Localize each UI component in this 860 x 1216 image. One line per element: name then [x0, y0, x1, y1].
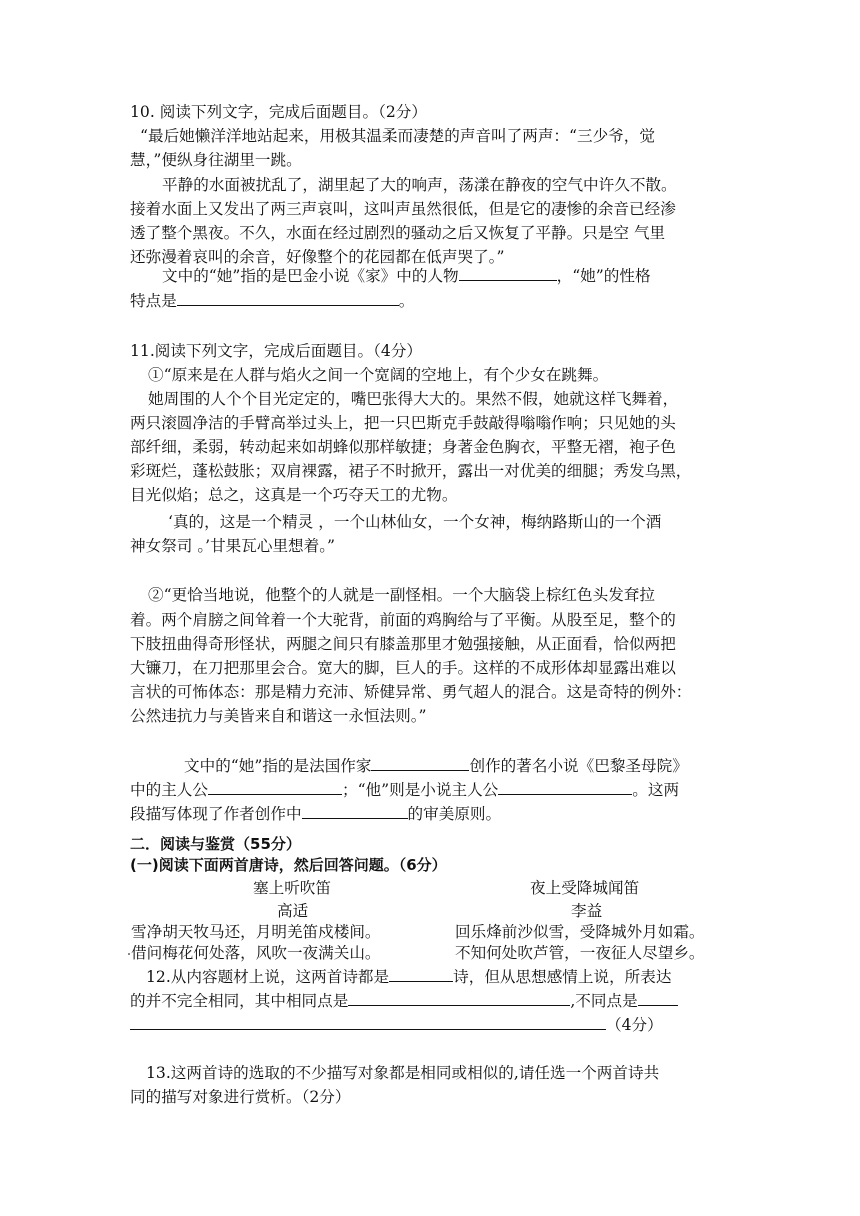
section2-title: 二．阅读与鉴赏（55分）: [130, 835, 301, 853]
q11-hero-blank[interactable]: [498, 777, 632, 795]
poem1-title: 塞上听吹笛: [253, 879, 331, 897]
q11-passage2-line1: ②“更恰当地说，他整个的人就是一副怪相。一个大脑袋上棕红色头发耷拉: [148, 586, 655, 604]
q11-question-line1: 文中的“她”指的是法国作家 创作的著名小说《巴黎圣母院》: [184, 753, 688, 778]
q10-p2-line2: 接着水面上又发出了两三声哀叫，这叫声虽然很低，但是它的凄惨的余音已经渗: [130, 200, 676, 218]
q10-question-line1: 文中的“她”指的是巴金小说《家》中的人物 ，“她”的性格: [162, 263, 651, 288]
q12-line1: 12.从内容题材上说，这两首诗都是 诗，但从思想感情上说，所表达: [146, 964, 671, 989]
q12-difference-blank-a[interactable]: [638, 988, 678, 1006]
q12-similarity-blank[interactable]: [348, 988, 570, 1006]
q11-passage2-line6: 公然违抗力与美皆来自和谐这一永恒法则。”: [130, 707, 427, 725]
q10-question-line2: 特点是 。: [130, 288, 414, 313]
q10-header: 10. 阅读下列文字，完成后面题目。（2分）: [130, 103, 427, 121]
scan-speck: [128, 953, 130, 955]
q11-passage1-line3: 两只滚圆净洁的手臂高举过头上，把一只巴斯克手鼓敲得嗡嗡作响；只见她的头: [130, 414, 676, 432]
q11-passage1-line7: ‘真的，这是一个精灵 ，一个山林仙女，一个女神，梅纳路斯山的一个酒: [168, 513, 662, 531]
q11-question-line2: 中的主人公 ；“他”则是小说主人公 。这两: [130, 777, 679, 802]
poem2-title: 夜上受降城闻笛: [530, 879, 640, 897]
q12-difference-blank-b[interactable]: [130, 1012, 606, 1030]
poem2-line1: 回乐烽前沙似雪，受降城外月如霜。: [455, 923, 705, 941]
q13-line2: 同的描写对象进行赏析。（2分）: [130, 1088, 351, 1106]
q11-header: 11.阅读下列文字，完成后面题目。（4分）: [130, 342, 423, 360]
q11-passage2-line2: 着。两个肩膀之间耸着一个大驼背，前面的鸡胸给与了平衡。从股至足，整个的: [130, 611, 676, 629]
section2-subtitle: (一)阅读下面两首唐诗，然后回答问题。（6分）: [130, 856, 447, 874]
q11-passage2-line4: 大镰刀，在刀把那里会合。宽大的脚，巨人的手。这样的不成形体却显露出难以: [130, 659, 676, 677]
q12-line3: （4分）: [130, 1012, 663, 1037]
poem2-line2: 不知何处吹芦管，一夜征人尽望乡。: [455, 944, 705, 962]
q11-passage1-line1: ①“原来是在人群与焰火之间一个宽阔的空地上，有个少女在跳舞。: [148, 366, 609, 384]
q10-p2-line1: 平静的水面被扰乱了，湖里起了大的响声，荡漾在静夜的空气中许久不散。: [162, 176, 677, 194]
poem2-author: 李益: [571, 902, 603, 920]
q12-genre-blank[interactable]: [389, 964, 453, 982]
q10-p2-line4: 还弥漫着哀叫的余音，好像整个的花园都在低声哭了。”: [130, 248, 505, 266]
q11-principle-blank[interactable]: [302, 801, 408, 819]
q11-passage1-line5: 彩斑烂，蓬松鼓胀；双肩裸露，裙子不时掀开，露出一对优美的细腿；秀发乌黑，: [130, 462, 692, 480]
q10-p1-line2: 慧，”便纵身往湖里一跳。: [130, 151, 302, 169]
poem1-author: 高适: [277, 902, 309, 920]
q11-author-blank[interactable]: [371, 753, 469, 771]
q11-heroine-blank[interactable]: [208, 777, 342, 795]
q11-question-line3: 段描写体现了作者创作中 的审美原则。: [130, 801, 501, 826]
q12-line2: 的并不完全相同，其中相同点是 ,不同点是: [130, 988, 678, 1013]
q10-character-blank[interactable]: [459, 263, 557, 281]
poem1-line2: 借问梅花何处落，风吹一夜满关山。: [131, 944, 381, 962]
q11-passage1-line8: 神女祭司 。’甘果瓦心里想着。”: [130, 537, 336, 555]
q11-passage1-line4: 部纤细，柔弱，转动起来如胡蜂似那样敏捷；身著金色胸衣，平整无褶，袍子色: [130, 438, 676, 456]
q10-p1-line1: “最后她懒洋洋地站起来，用极其温柔而凄楚的声音叫了两声：“三少爷，觉: [140, 127, 655, 145]
q13-line1: 13.这两首诗的选取的不少描写对象都是相同或相似的,请任选一个两首诗共: [146, 1064, 660, 1082]
q10-p2-line3: 透了整个黑夜。不久，水面在经过剧烈的骚动之后又恢复了平静。只是空 气里: [130, 224, 666, 242]
q11-passage2-line5: 言状的可怖体态：那是精力充沛、矫健异常、勇气超人的混合。这是奇特的例外：: [130, 683, 692, 701]
poem1-line1: 雪净胡天牧马还，月明羌笛戍楼间。: [131, 923, 381, 941]
q11-passage1-line6: 目光似焰；总之，这真是一个巧夺天工的尤物。: [130, 486, 458, 504]
q11-passage2-line3: 下肢扭曲得奇形怪状，两腿之间只有膝盖那里才勉强接触，从正面看，恰似两把: [130, 635, 676, 653]
q10-trait-blank[interactable]: [177, 288, 399, 306]
q11-passage1-line2: 她周围的人个个目光定定的，嘴巴张得大大的。果然不假，她就这样飞舞着，: [148, 390, 679, 408]
